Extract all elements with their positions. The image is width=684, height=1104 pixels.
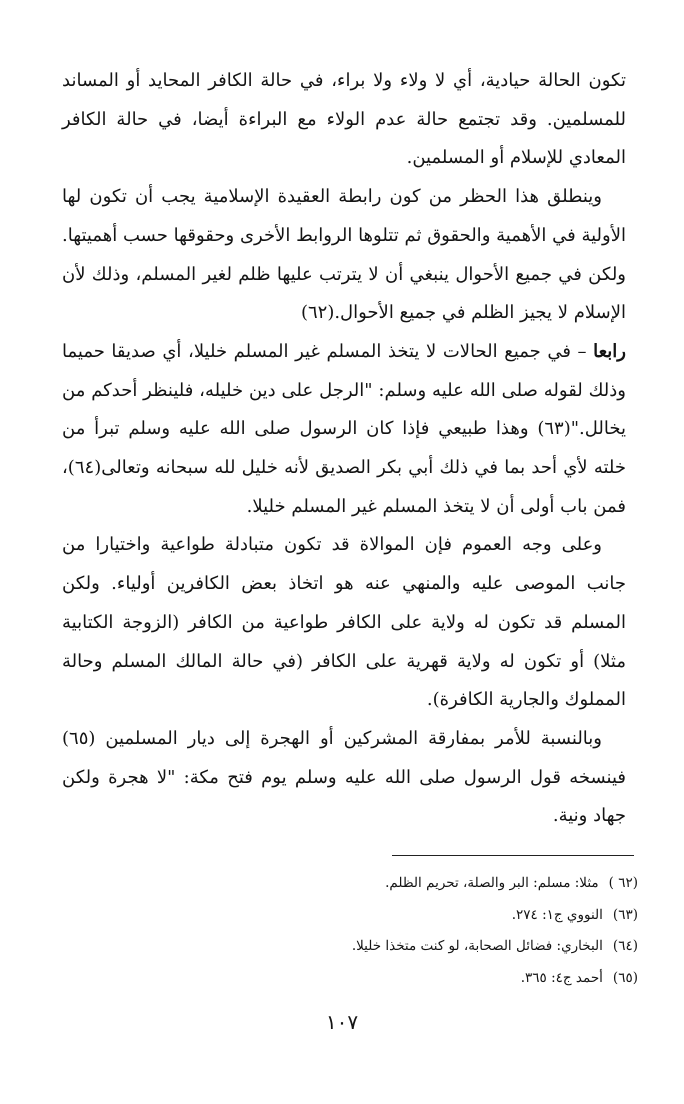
footnote-separator <box>392 855 634 856</box>
footnote-text: أحمد ج٤: ٣٦٥. <box>520 970 603 987</box>
page-number: ١٠٧ <box>325 1010 359 1034</box>
footnote-64 <box>78 931 638 963</box>
footnote-text: مثلا: مسلم: البر والصلة، تحريم الظلم. <box>385 875 599 891</box>
footnotes <box>78 868 638 995</box>
footnote-number: (٦٣) <box>612 906 638 923</box>
footnote-62 <box>78 868 638 900</box>
footnote-65 <box>78 963 638 995</box>
paragraph-3-text: – في جميع الحالات لا يتخذ المسلم غير المسلم خليلا، أي صديقا حميما وذلك لقوله صلى الله عليه وسلم: "الرجل على دين خليله، فلينظر أحدكم من يخالل."(٦٣) وهذا طبيعي فإذا كان الرسول صلى الله عليه وسلم تبرأ من خلته لأي أحد بما في ذلك أبي بكر الصديق لأنه خليل لله سبحانه وتعالى(٦٤)، فمن باب أولى أن لا يتخذ المسلم غير المسلم خليلا. <box>62 340 626 517</box>
paragraph-4: وعلى وجه العموم فإن الموالاة قد تكون متبادلة طواعية واختيارا من جانب الموصى عليه والمنهي عنه هو اتخاذ بعض الكافرين أولياء. ولكن المسلم قد تكون له ولاية على الكافر طواعية من الكافر (الزوجة الكتابية مثلا) أو تكون له ولاية قهرية على الكافر (في حالة المالك المسلم وحالة المملوك والجارية الكافرة). <box>62 534 626 711</box>
footnote-number: (٦٤) <box>612 938 638 955</box>
footnote-text: البخاري: فضائل الصحابة، لو كنت متخذا خليلا. <box>351 938 603 955</box>
paragraph-3 <box>62 333 626 527</box>
footnote-text: النووي ج١: ٢٧٤. <box>511 906 603 923</box>
paragraph-1: تكون الحالة حيادية، أي لا ولاء ولا براء، في حالة الكافر المحايد أو المساند للمسلمين. وقد تجتمع حالة عدم الولاء مع البراءة أيضا، في حالة الكافر المعادي للإسلام أو المسلمين. <box>62 70 627 169</box>
paragraph-3-lead: رابعا <box>593 340 626 362</box>
paragraph-5: وبالنسبة للأمر بمفارقة المشركين أو الهجرة إلى ديار المسلمين (٦٥) فينسخه قول الرسول صلى الله عليه وسلم يوم فتح مكة: "لا هجرة ولكن جهاد ونية. <box>62 727 626 827</box>
main-text <box>62 62 626 836</box>
footnote-63 <box>78 900 638 932</box>
footnote-number: (٦٥) <box>612 970 638 987</box>
paragraph-2: وينطلق هذا الحظر من كون رابطة العقيدة الإسلامية يجب أن تكون لها الأولية في الأهمية والحقوق ثم تتلوها الروابط الأخرى وحقوقها حسب أهميتها. ولكن في جميع الأحوال ينبغي أن لا يترتب عليها ظلم لغير المسلم، وذلك لأن الإسلام لا يجيز الظلم في جميع الأحوال.(٦٢) <box>62 186 626 324</box>
footnote-number: (٦٢ ) <box>608 875 638 891</box>
